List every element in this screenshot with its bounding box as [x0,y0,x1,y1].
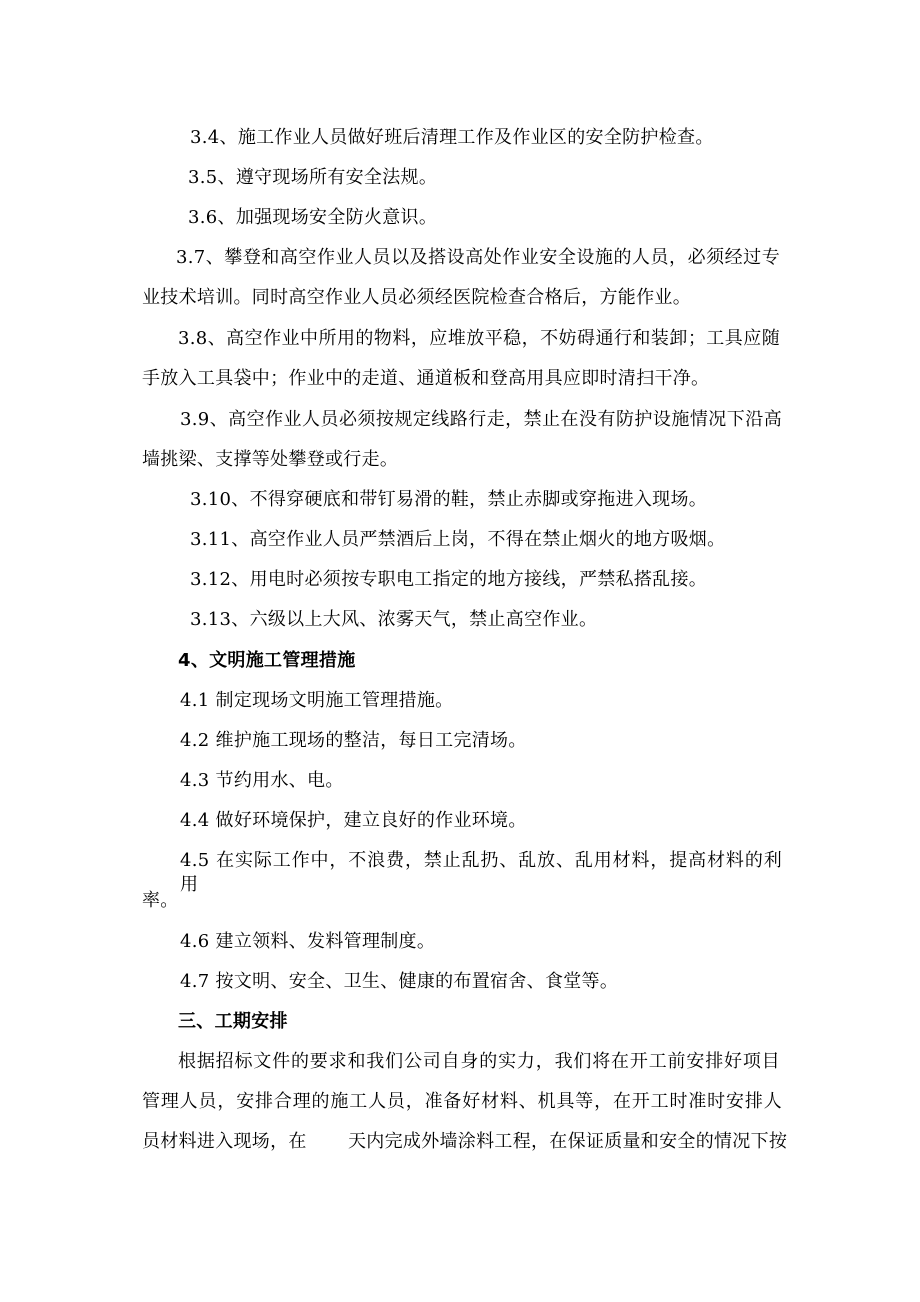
item-3-8-line2: 手放入工具袋中；作业中的走道、通道板和登高用具应即时清扫干净。 [142,368,710,389]
item-3-5: 3.5、遵守现场所有安全法规。 [188,167,438,188]
item-4-7: 4.7 按文明、安全、卫生、健康的布置宿舍、食堂等。 [180,971,619,992]
item-3-10: 3.10、不得穿硬底和带钉易滑的鞋，禁止赤脚或穿拖进入现场。 [190,489,708,510]
section-heading-schedule: 三、工期安排 [178,1011,288,1032]
item-4-5-line1: 4.5 在实际工作中，不浪费，禁止乱扔、乱放、乱用材料，提高材料的利用 [180,850,782,895]
item-3-4: 3.4、施工作业人员做好班后清理工作及作业区的安全防护检查。 [190,127,714,148]
item-4-6: 4.6 建立领料、发料管理制度。 [180,931,436,952]
item-4-5-line2: 率。 [142,890,179,911]
item-4-3: 4.3 节约用水、电。 [180,770,344,791]
item-3-13: 3.13、六级以上大风、浓雾天气，禁止高空作业。 [190,609,598,630]
schedule-paragraph-line3-part1: 员材料进入现场，在 [142,1131,307,1152]
item-3-9-line2: 墙挑梁、支撑等处攀登或行走。 [142,449,399,470]
item-4-2: 4.2 维护施工现场的整洁，每日工完清场。 [180,730,527,751]
schedule-paragraph-line3-part2: 天内完成外墙涂料工程，在保证质量和安全的情况下按 [348,1131,788,1152]
item-3-6: 3.6、加强现场安全防火意识。 [188,207,438,228]
item-3-12: 3.12、用电时必须按专职电工指定的地方接线，严禁私搭乱接。 [190,569,708,590]
item-3-7-line2: 业技术培训。同时高空作业人员必须经医院检查合格后，方能作业。 [142,287,691,308]
item-3-8-line1: 3.8、高空作业中所用的物料，应堆放平稳，不妨碍通行和装卸；工具应随 [178,328,780,349]
schedule-paragraph-line1: 根据招标文件的要求和我们公司自身的实力，我们将在开工前安排好项目 [178,1051,780,1072]
item-3-7-line1: 3.7、攀登和高空作业人员以及搭设高处作业安全设施的人员，必须经过专 [176,247,780,268]
item-3-9-line1: 3.9、高空作业人员必须按规定线路行走，禁止在没有防护设施情况下沿高 [180,409,782,430]
item-3-11: 3.11、高空作业人员严禁酒后上岗，不得在禁止烟火的地方吸烟。 [190,529,726,550]
item-4-4: 4.4 做好环境保护，建立良好的作业环境。 [180,810,527,831]
schedule-paragraph-line2: 管理人员，安排合理的施工人员，准备好材料、机具等，在开工时准时安排人 [142,1091,782,1112]
item-4-1: 4.1 制定现场文明施工管理措施。 [180,690,454,711]
section-heading-civilized: 4、文明施工管理措施 [178,650,356,671]
